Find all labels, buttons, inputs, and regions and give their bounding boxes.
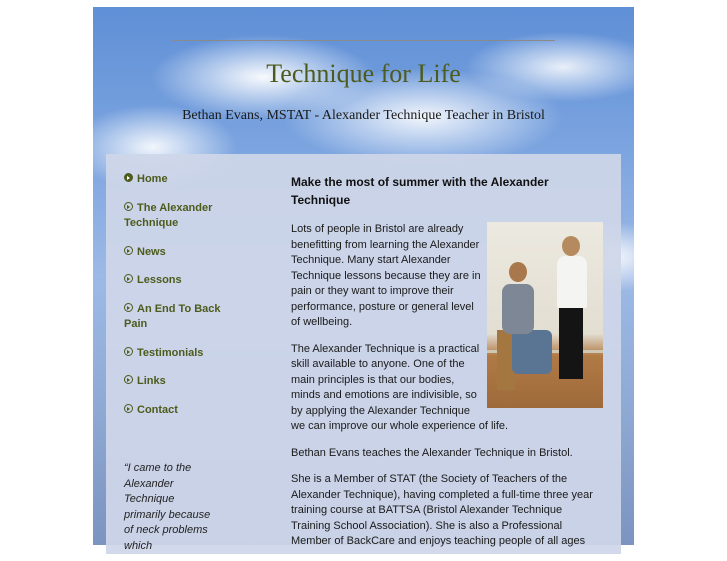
nav-item-lessons[interactable]: [124, 273, 244, 289]
nav-item-label: Home: [137, 173, 168, 185]
paragraph: Bethan Evans teaches the Alexander Technique in Bristol.: [291, 446, 573, 459]
page-background: [93, 7, 634, 552]
testimonial-quote: “I came to the Alexander Technique primarily because of neck problems which: [124, 462, 211, 552]
paragraph: The Alexander Technique is a practical skill available to anyone. One of the main principles is that our bodies, minds and emotions are indivisible, so by applying the Alexander Technique we can improve our whole experience of life.: [291, 342, 509, 432]
nav-item-label: The Alexander Technique: [124, 201, 213, 229]
nav-item-label: News: [137, 245, 166, 258]
nav-item-label: Contact: [137, 403, 178, 416]
circle-arrow-icon: [124, 246, 133, 255]
circle-arrow-icon: [124, 173, 133, 182]
main-heading: Make the most of summer with the Alexander Technique: [291, 175, 549, 207]
nav-item-label: Lessons: [137, 274, 182, 286]
nav-item-links[interactable]: [124, 374, 244, 390]
site-subtitle: Bethan Evans, MSTAT - Alexander Technique Teacher in Bristol: [182, 108, 545, 123]
circle-arrow-icon: [124, 274, 133, 283]
circle-arrow-icon: [124, 404, 133, 413]
circle-arrow-icon: [124, 347, 133, 356]
sidebar-nav: [124, 172, 244, 431]
paragraph: Lots of people in Bristol are already benefitting from learning the Alexander Technique. Many start Alexander Technique lessons because they are in pain or they want to improve their performance, posture or general level of wellbeing.: [291, 223, 481, 328]
content-box: [106, 154, 621, 554]
main-content: [291, 173, 603, 561]
nav-item-the-alexander-technique[interactable]: [124, 201, 244, 232]
header-rule: [172, 40, 555, 41]
lesson-photo: [487, 222, 603, 408]
nav-item-news[interactable]: [124, 245, 244, 261]
nav-item-testimonials[interactable]: [124, 346, 244, 362]
nav-item-home[interactable]: [124, 172, 244, 188]
nav-item-contact[interactable]: [124, 403, 244, 419]
nav-item-label: Links: [137, 375, 166, 387]
site-title: Technique for Life: [266, 59, 461, 88]
circle-arrow-icon: [124, 303, 133, 312]
circle-arrow-icon: [124, 375, 133, 384]
nav-item-label: An End To Back Pain: [124, 302, 221, 330]
paragraph: She is a Member of STAT (the Society of Teachers of the Alexander Technique), having completed a full-time three year training course at BATTSA (Bristol Alexander Technique Training School Association). She is also a Professional Member of BackCare and enjoys teaching people of all ages: [291, 473, 593, 547]
nav-item-label: Testimonials: [137, 346, 204, 359]
nav-item-an-end-to-back-pain[interactable]: [124, 302, 244, 333]
circle-arrow-icon: [124, 202, 133, 211]
